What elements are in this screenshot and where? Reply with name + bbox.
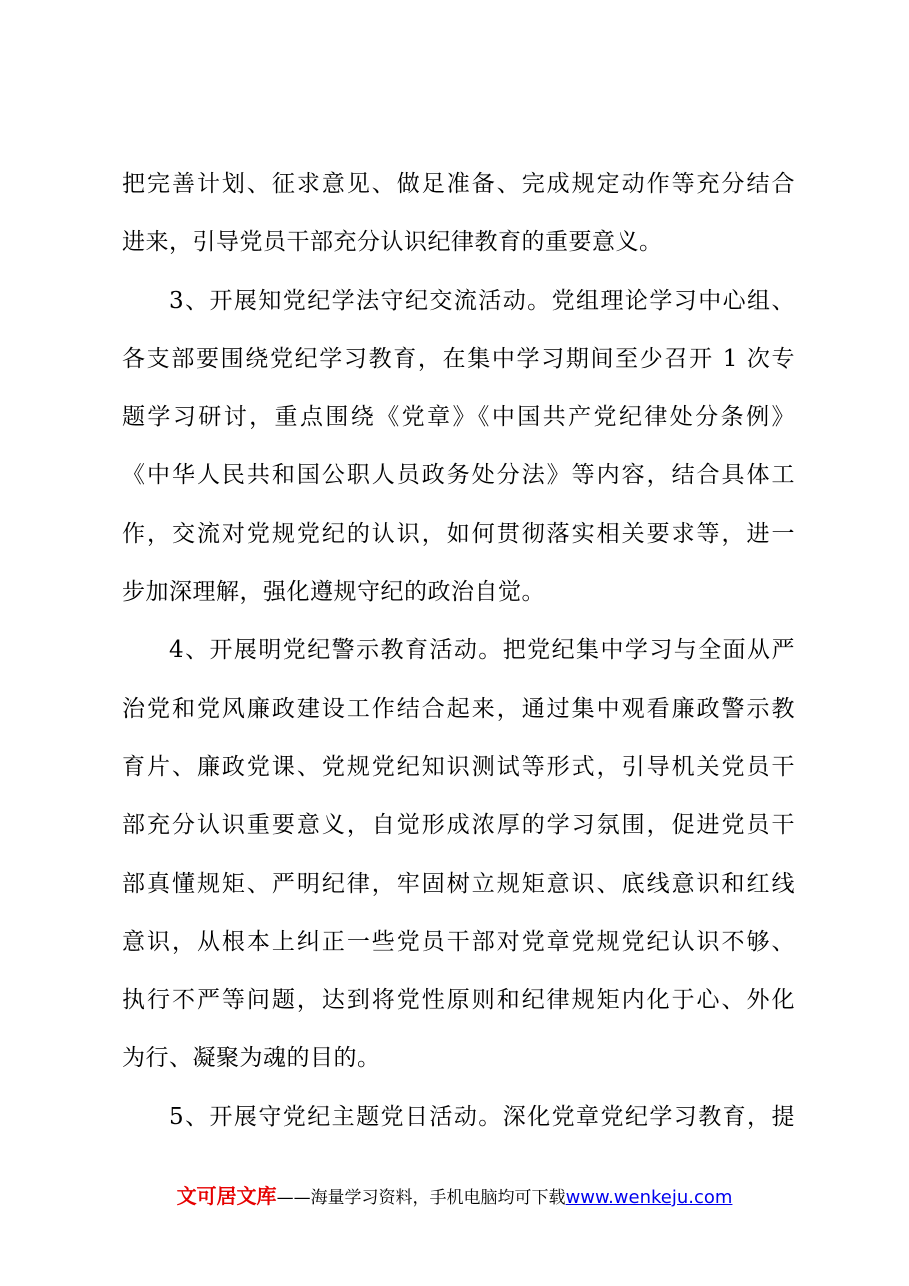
footer-slogan: ——海量学习资料，手机电脑均可下载 xyxy=(276,1188,566,1208)
body-line: 治党和党风廉政建设工作结合起来，通过集中观看廉政警示教 xyxy=(122,695,795,722)
body-line: 执行不严等问题，达到将党性原则和纪律规矩内化于心、外化 xyxy=(122,987,795,1014)
body-line: 意识，从根本上纠正一些党员干部对党章党规党纪认识不够、 xyxy=(122,928,795,955)
body-line: 《中华人民共和国公职人员政务处分法》等内容，结合具体工 xyxy=(122,462,795,489)
body-line: 为行、凝聚为魂的目的。 xyxy=(122,1045,381,1072)
document-body xyxy=(122,155,795,1146)
body-line: 部真懂规矩、严明纪律，牢固树立规矩意识、底线意识和红线 xyxy=(122,870,795,897)
section-4-heading-line: 4、开展明党纪警示教育活动。把党纪集中学习与全面从严 xyxy=(169,637,795,664)
body-line: 育片、廉政党课、党规党纪知识测试等形式，引导机关党员干 xyxy=(122,753,795,780)
section-3-heading-line: 3、开展知党纪学法守纪交流活动。党组理论学习中心组、 xyxy=(169,287,795,314)
body-line: 步加深理解，强化遵规守纪的政治自觉。 xyxy=(122,579,545,606)
footer-banner xyxy=(0,1180,909,1209)
body-line: 题学习研讨，重点围绕《党章》《中国共产党纪律处分条例》 xyxy=(122,404,795,431)
body-line: 进来，引导党员干部充分认识纪律教育的重要意义。 xyxy=(122,229,663,256)
body-line: 各支部要围绕党纪学习教育，在集中学习期间至少召开 1 次专 xyxy=(122,345,795,372)
body-line: 部充分认识重要意义，自觉形成浓厚的学习氛围，促进党员干 xyxy=(122,812,795,839)
body-line: 把完善计划、征求意见、做足准备、完成规定动作等充分结合 xyxy=(122,171,795,197)
body-line: 作，交流对党规党纪的认识，如何贯彻落实相关要求等，进一 xyxy=(122,520,795,547)
section-5-heading-line: 5、开展守党纪主题党日活动。深化党章党纪学习教育，提 xyxy=(169,1103,795,1130)
footer-website-link[interactable]: www.wenkeju.com xyxy=(565,1187,733,1208)
footer-brand: 文可居文库 xyxy=(176,1184,277,1208)
